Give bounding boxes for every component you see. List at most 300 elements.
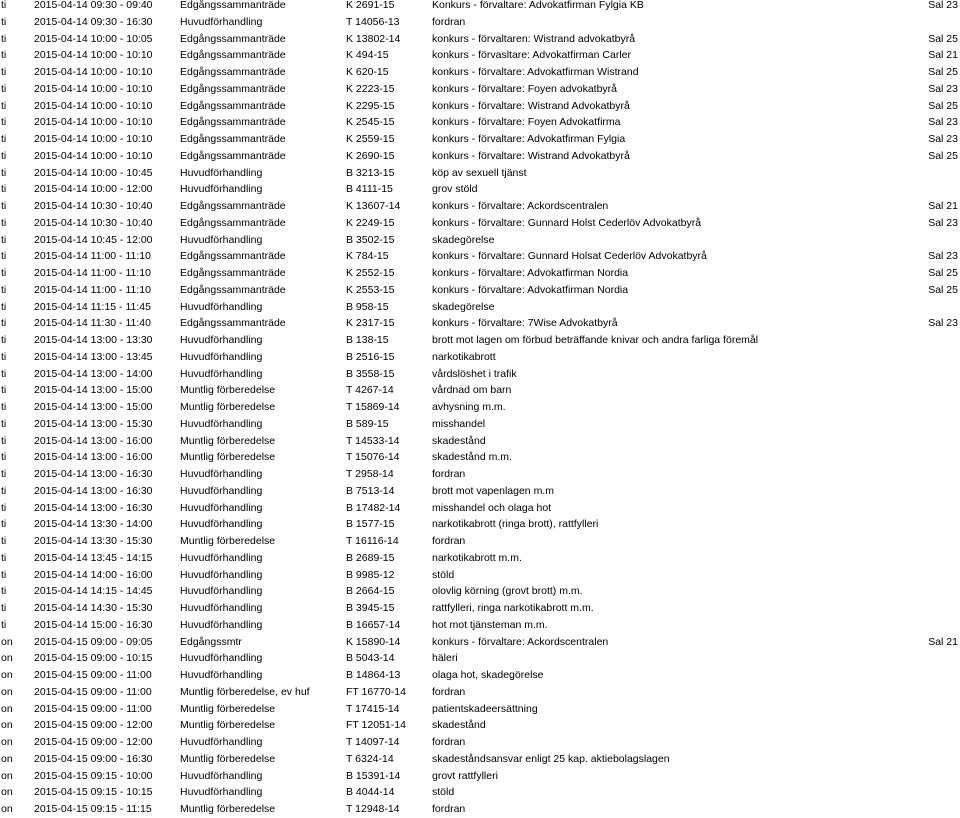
weekday-cell: ti bbox=[1, 267, 7, 279]
time-cell: 2015-04-14 10:00 - 12:00 bbox=[34, 183, 153, 196]
time-cell: 2015-04-14 10:30 - 10:40 bbox=[34, 216, 153, 229]
description-cell: konkurs - förvaltare: Advokatfirman Nordia bbox=[432, 267, 629, 279]
time-cell: 2015-04-15 09:15 - 10:15 bbox=[34, 786, 153, 799]
weekday-cell: on bbox=[1, 669, 13, 681]
description-cell: grovt rattfylleri bbox=[432, 769, 498, 782]
hearing-type-cell: Edgångssammanträde bbox=[180, 66, 286, 78]
description-cell: stöld bbox=[432, 786, 455, 799]
hearing-type-cell: Huvudförhandling bbox=[180, 501, 263, 514]
time-cell: 2015-04-15 09:00 - 11:00 bbox=[34, 669, 152, 681]
description-cell: vårdslöshet i trafik bbox=[432, 367, 517, 380]
time-cell: 2015-04-14 10:00 - 10:05 bbox=[34, 32, 153, 45]
hearing-type-cell: Edgångssammanträde bbox=[180, 149, 286, 162]
time-cell: 2015-04-14 13:00 - 16:00 bbox=[34, 434, 153, 447]
hearing-type-cell: Huvudförhandling bbox=[180, 602, 263, 614]
description-cell: konkurs - förvaltare: Wistrand Advokatbyrå bbox=[432, 99, 630, 112]
schedule-row bbox=[0, 516, 960, 533]
case-number-cell: T 2958-14 bbox=[346, 468, 394, 480]
hearing-type-cell: Edgångssammanträde bbox=[180, 99, 286, 112]
schedule-row bbox=[0, 433, 960, 450]
weekday-cell: ti bbox=[1, 401, 7, 413]
case-number-cell: T 12948-14 bbox=[346, 803, 400, 815]
description-cell: skadestånd bbox=[432, 434, 486, 447]
description-cell: vårdnad om barn bbox=[432, 384, 512, 397]
weekday-cell: on bbox=[1, 635, 13, 648]
hearing-type-cell: Huvudförhandling bbox=[180, 15, 263, 28]
weekday-cell: on bbox=[1, 702, 13, 715]
hearing-type-cell: Huvudförhandling bbox=[180, 518, 263, 531]
case-number-cell: B 9985-12 bbox=[346, 568, 395, 581]
hearing-type-cell: Muntlig förberedelse bbox=[180, 451, 276, 464]
weekday-cell: on bbox=[1, 803, 13, 815]
weekday-cell: ti bbox=[1, 350, 7, 363]
courtroom-cell: Sal 25 bbox=[928, 149, 958, 162]
weekday-cell: ti bbox=[1, 468, 7, 480]
case-number-cell: T 14097-14 bbox=[346, 736, 400, 748]
description-cell: konkurs - förvasltare: Advokatfirman Carler bbox=[432, 49, 631, 62]
schedule-row bbox=[0, 98, 960, 115]
description-cell: fordran bbox=[432, 15, 466, 28]
case-number-cell: T 4267-14 bbox=[346, 384, 394, 397]
schedule-row bbox=[0, 600, 960, 617]
hearing-type-cell: Edgångssmtr bbox=[180, 635, 242, 648]
time-cell: 2015-04-14 10:45 - 12:00 bbox=[34, 233, 153, 246]
weekday-cell: ti bbox=[1, 602, 7, 614]
schedule-row bbox=[0, 550, 960, 567]
courtroom-cell: Sal 25 bbox=[928, 283, 958, 296]
description-cell: skadestånd m.m. bbox=[432, 451, 512, 464]
time-cell: 2015-04-14 11:30 - 11:40 bbox=[34, 317, 151, 330]
case-number-cell: K 2559-15 bbox=[346, 133, 395, 145]
case-number-cell: B 2664-15 bbox=[346, 585, 395, 598]
time-cell: 2015-04-14 10:00 - 10:10 bbox=[34, 149, 153, 162]
hearing-type-cell: Huvudförhandling bbox=[180, 652, 263, 665]
weekday-cell: ti bbox=[1, 585, 7, 598]
weekday-cell: on bbox=[1, 786, 13, 799]
weekday-cell: ti bbox=[1, 99, 7, 112]
hearing-type-cell: Huvudförhandling bbox=[180, 618, 263, 631]
hearing-type-cell: Edgångssammanträde bbox=[180, 250, 286, 263]
description-cell: narkotikabrott bbox=[432, 350, 496, 363]
description-cell: avhysning m.m. bbox=[432, 401, 506, 413]
case-number-cell: B 3558-15 bbox=[346, 367, 395, 380]
description-cell: fordran bbox=[432, 736, 466, 748]
weekday-cell: ti bbox=[1, 618, 7, 631]
hearing-type-cell: Edgångssammanträde bbox=[180, 0, 286, 11]
time-cell: 2015-04-15 09:00 - 12:00 bbox=[34, 736, 153, 748]
case-number-cell: K 620-15 bbox=[346, 66, 389, 78]
weekday-cell: ti bbox=[1, 518, 7, 531]
schedule-row bbox=[0, 181, 960, 198]
case-number-cell: K 2553-15 bbox=[346, 283, 395, 296]
case-number-cell: B 5043-14 bbox=[346, 652, 395, 665]
hearing-type-cell: Huvudförhandling bbox=[180, 367, 263, 380]
case-number-cell: K 13802-14 bbox=[346, 32, 401, 45]
time-cell: 2015-04-14 10:00 - 10:10 bbox=[34, 99, 153, 112]
courtroom-cell: Sal 21 bbox=[928, 200, 958, 212]
hearing-type-cell: Huvudförhandling bbox=[180, 468, 263, 480]
schedule-row bbox=[0, 14, 960, 31]
description-cell: narkotikabrott (ringa brott), rattfylleri bbox=[432, 518, 599, 531]
time-cell: 2015-04-14 10:00 - 10:10 bbox=[34, 49, 153, 62]
weekday-cell: on bbox=[1, 736, 13, 748]
case-number-cell: K 2690-15 bbox=[346, 149, 395, 162]
schedule-row bbox=[0, 701, 960, 718]
case-number-cell: K 2295-15 bbox=[346, 99, 395, 112]
schedule-row bbox=[0, 366, 960, 383]
time-cell: 2015-04-14 14:30 - 15:30 bbox=[34, 602, 153, 614]
hearing-type-cell: Huvudförhandling bbox=[180, 769, 263, 782]
description-cell: konkurs - förvaltare: Ackordscentralen bbox=[432, 635, 609, 648]
description-cell: skadegörelse bbox=[432, 300, 495, 313]
time-cell: 2015-04-15 09:00 - 11:00 bbox=[34, 702, 152, 715]
weekday-cell: on bbox=[1, 752, 13, 765]
schedule-row bbox=[0, 399, 960, 416]
schedule-row bbox=[0, 449, 960, 466]
hearing-type-cell: Huvudförhandling bbox=[180, 551, 263, 564]
schedule-row bbox=[0, 617, 960, 634]
time-cell: 2015-04-14 11:15 - 11:45 bbox=[34, 300, 151, 313]
schedule-row bbox=[0, 215, 960, 232]
schedule-row bbox=[0, 382, 960, 399]
description-cell: konkurs - förvaltare: Advokatfirman Nordia bbox=[432, 283, 629, 296]
schedule-row bbox=[0, 198, 960, 215]
case-number-cell: B 4044-14 bbox=[346, 786, 395, 799]
case-number-cell: B 589-15 bbox=[346, 417, 389, 430]
weekday-cell: ti bbox=[1, 183, 7, 196]
schedule-row bbox=[0, 567, 960, 584]
description-cell: fordran bbox=[432, 803, 466, 815]
time-cell: 2015-04-14 14:15 - 14:45 bbox=[34, 585, 153, 598]
weekday-cell: ti bbox=[1, 216, 7, 229]
description-cell: rattfylleri, ringa narkotikabrott m.m. bbox=[432, 602, 594, 614]
time-cell: 2015-04-15 09:00 - 11:00 bbox=[34, 685, 152, 698]
weekday-cell: on bbox=[1, 652, 13, 665]
weekday-cell: ti bbox=[1, 200, 7, 212]
case-number-cell: T 15869-14 bbox=[346, 401, 400, 413]
description-cell: konkurs - förvaltare: Advokatfirman Fylgia bbox=[432, 133, 626, 145]
time-cell: 2015-04-15 09:00 - 10:15 bbox=[34, 652, 153, 665]
courtroom-cell: Sal 25 bbox=[928, 267, 958, 279]
description-cell: konkurs - förvaltare: Ackordscentralen bbox=[432, 200, 609, 212]
weekday-cell: ti bbox=[1, 434, 7, 447]
description-cell: skadeståndsansvar enligt 25 kap. aktiebolagslagen bbox=[432, 752, 670, 765]
description-cell: konkurs - förvaltare: Wistrand Advokatbyrå bbox=[432, 149, 630, 162]
case-number-cell: T 14533-14 bbox=[346, 434, 400, 447]
case-number-cell: K 2552-15 bbox=[346, 267, 395, 279]
case-number-cell: T 15076-14 bbox=[346, 451, 400, 464]
schedule-row bbox=[0, 684, 960, 701]
hearing-type-cell: Edgångssammanträde bbox=[180, 317, 286, 330]
weekday-cell: ti bbox=[1, 116, 7, 129]
description-cell: konkurs - förvaltare: Foyen Advokatfirma bbox=[432, 116, 621, 129]
description-cell: olovlig körning (grovt brott) m.m. bbox=[432, 585, 583, 598]
schedule-row bbox=[0, 466, 960, 483]
schedule-row bbox=[0, 165, 960, 182]
weekday-cell: ti bbox=[1, 250, 7, 263]
description-cell: fordran bbox=[432, 535, 466, 547]
hearing-type-cell: Huvudförhandling bbox=[180, 484, 263, 497]
time-cell: 2015-04-14 13:00 - 15:30 bbox=[34, 417, 153, 430]
hearing-type-cell: Edgångssammanträde bbox=[180, 82, 286, 95]
schedule-row bbox=[0, 299, 960, 316]
schedule-row bbox=[0, 500, 960, 517]
courtroom-cell: Sal 23 bbox=[928, 317, 958, 330]
weekday-cell: ti bbox=[1, 166, 7, 179]
schedule-row bbox=[0, 131, 960, 148]
description-cell: konkurs - förvaltare: 7Wise Advokatbyrå bbox=[432, 317, 618, 330]
case-number-cell: T 14056-13 bbox=[346, 15, 400, 28]
case-number-cell: B 4111-15 bbox=[346, 183, 393, 196]
hearing-type-cell: Edgångssammanträde bbox=[180, 216, 286, 229]
hearing-type-cell: Huvudförhandling bbox=[180, 166, 263, 179]
schedule-row bbox=[0, 148, 960, 165]
description-cell: fordran bbox=[432, 468, 466, 480]
time-cell: 2015-04-14 14:00 - 16:00 bbox=[34, 568, 153, 581]
schedule-row bbox=[0, 265, 960, 282]
case-number-cell: K 2691-15 bbox=[346, 0, 395, 11]
hearing-type-cell: Muntlig förberedelse bbox=[180, 384, 276, 397]
schedule-row bbox=[0, 81, 960, 98]
hearing-type-cell: Huvudförhandling bbox=[180, 585, 263, 598]
weekday-cell: ti bbox=[1, 384, 7, 397]
time-cell: 2015-04-14 13:00 - 14:00 bbox=[34, 367, 153, 380]
schedule-row bbox=[0, 583, 960, 600]
description-cell: konkurs - förvaltare: Advokatfirman Wistrand bbox=[432, 66, 639, 78]
description-cell: misshandel och olaga hot bbox=[432, 501, 552, 514]
schedule-row bbox=[0, 114, 960, 131]
schedule-row bbox=[0, 483, 960, 500]
case-number-cell: B 17482-14 bbox=[346, 501, 401, 514]
schedule-row bbox=[0, 349, 960, 366]
hearing-type-cell: Edgångssammanträde bbox=[180, 116, 286, 129]
weekday-cell: ti bbox=[1, 484, 7, 497]
time-cell: 2015-04-15 09:00 - 09:05 bbox=[34, 635, 153, 648]
hearing-type-cell: Edgångssammanträde bbox=[180, 49, 286, 62]
time-cell: 2015-04-14 10:00 - 10:10 bbox=[34, 133, 153, 145]
case-number-cell: K 494-15 bbox=[346, 49, 389, 62]
time-cell: 2015-04-14 10:00 - 10:10 bbox=[34, 66, 153, 78]
case-number-cell: T 6324-14 bbox=[346, 752, 394, 765]
hearing-type-cell: Huvudförhandling bbox=[180, 300, 263, 313]
case-number-cell: B 3945-15 bbox=[346, 602, 395, 614]
description-cell: olaga hot, skadegörelse bbox=[432, 669, 544, 681]
description-cell: konkurs - förvaltare: Gunnard Holst Cederlöv Advokatbyrå bbox=[432, 216, 702, 229]
schedule-row bbox=[0, 282, 960, 299]
weekday-cell: ti bbox=[1, 283, 7, 296]
schedule-row bbox=[0, 0, 960, 14]
hearing-type-cell: Muntlig förberedelse bbox=[180, 702, 276, 715]
time-cell: 2015-04-14 13:00 - 15:00 bbox=[34, 401, 153, 413]
case-number-cell: FT 12051-14 bbox=[346, 719, 406, 732]
weekday-cell: ti bbox=[1, 149, 7, 162]
case-number-cell: B 7513-14 bbox=[346, 484, 395, 497]
time-cell: 2015-04-14 11:00 - 11:10 bbox=[34, 267, 151, 279]
schedule-row bbox=[0, 801, 960, 818]
weekday-cell: on bbox=[1, 685, 13, 698]
courtroom-cell: Sal 21 bbox=[928, 635, 958, 648]
hearing-type-cell: Huvudförhandling bbox=[180, 233, 263, 246]
schedule-row bbox=[0, 31, 960, 48]
schedule-row bbox=[0, 332, 960, 349]
hearing-type-cell: Muntlig förberedelse bbox=[180, 535, 276, 547]
description-cell: Konkurs - förvaltare: Advokatfirman Fylgia KB bbox=[432, 0, 644, 11]
weekday-cell: on bbox=[1, 769, 13, 782]
time-cell: 2015-04-14 13:00 - 15:00 bbox=[34, 384, 153, 397]
time-cell: 2015-04-14 13:00 - 16:30 bbox=[34, 501, 153, 514]
schedule-row bbox=[0, 315, 960, 332]
hearing-type-cell: Muntlig förberedelse bbox=[180, 719, 276, 732]
weekday-cell: on bbox=[1, 719, 13, 732]
description-cell: stöld bbox=[432, 568, 455, 581]
description-cell: brott mot vapenlagen m.m bbox=[432, 484, 554, 497]
schedule-row bbox=[0, 717, 960, 734]
case-number-cell: B 138-15 bbox=[346, 334, 389, 346]
schedule-row bbox=[0, 47, 960, 64]
hearing-type-cell: Edgångssammanträde bbox=[180, 200, 286, 212]
time-cell: 2015-04-15 09:00 - 16:30 bbox=[34, 752, 153, 765]
case-number-cell: K 2545-15 bbox=[346, 116, 395, 129]
case-number-cell: K 2249-15 bbox=[346, 216, 395, 229]
schedule-row bbox=[0, 232, 960, 249]
schedule-row bbox=[0, 784, 960, 801]
case-number-cell: K 784-15 bbox=[346, 250, 389, 263]
weekday-cell: ti bbox=[1, 133, 7, 145]
case-number-cell: B 958-15 bbox=[346, 300, 389, 313]
hearing-type-cell: Huvudförhandling bbox=[180, 350, 263, 363]
time-cell: 2015-04-14 13:00 - 13:30 bbox=[34, 334, 153, 346]
time-cell: 2015-04-14 11:00 - 11:10 bbox=[34, 283, 151, 296]
weekday-cell: ti bbox=[1, 0, 7, 11]
description-cell: konkurs - förvaltare: Gunnard Holsat Cederlöv Advokatbyrå bbox=[432, 250, 707, 263]
description-cell: skadestånd bbox=[432, 719, 486, 732]
weekday-cell: ti bbox=[1, 334, 7, 346]
schedule-row bbox=[0, 64, 960, 81]
time-cell: 2015-04-14 11:00 - 11:10 bbox=[34, 250, 151, 263]
description-cell: fordran bbox=[432, 685, 466, 698]
case-number-cell: T 16116-14 bbox=[346, 535, 399, 547]
hearing-type-cell: Edgångssammanträde bbox=[180, 283, 286, 296]
case-number-cell: B 16657-14 bbox=[346, 618, 401, 631]
case-number-cell: K 2317-15 bbox=[346, 317, 395, 330]
description-cell: narkotikabrott m.m. bbox=[432, 551, 522, 564]
description-cell: hot mot tjänsteman m.m. bbox=[432, 618, 548, 631]
time-cell: 2015-04-14 10:00 - 10:10 bbox=[34, 82, 153, 95]
hearing-type-cell: Edgångssammanträde bbox=[180, 32, 286, 45]
description-cell: skadegörelse bbox=[432, 233, 495, 246]
weekday-cell: ti bbox=[1, 49, 7, 62]
time-cell: 2015-04-14 13:00 - 16:30 bbox=[34, 468, 153, 480]
time-cell: 2015-04-14 15:00 - 16:30 bbox=[34, 618, 153, 631]
description-cell: konkurs - förvaltaren: Wistrand advokatbyrå bbox=[432, 32, 636, 45]
weekday-cell: ti bbox=[1, 451, 7, 464]
description-cell: brott mot lagen om förbud beträffande knivar och andra farliga föremål bbox=[432, 334, 759, 346]
case-number-cell: B 14864-13 bbox=[346, 669, 401, 681]
courtroom-cell: Sal 23 bbox=[928, 0, 958, 11]
description-cell: patientskadeersättning bbox=[432, 702, 538, 715]
hearing-type-cell: Muntlig förberedelse bbox=[180, 434, 276, 447]
courtroom-cell: Sal 23 bbox=[928, 82, 958, 95]
description-cell: konkurs - förvaltare: Foyen advokatbyrå bbox=[432, 82, 618, 95]
case-number-cell: K 13607-14 bbox=[346, 200, 401, 212]
time-cell: 2015-04-14 09:30 - 09:40 bbox=[34, 0, 153, 11]
time-cell: 2015-04-14 13:30 - 15:30 bbox=[34, 535, 153, 547]
hearing-type-cell: Huvudförhandling bbox=[180, 669, 263, 681]
hearing-type-cell: Huvudförhandling bbox=[180, 786, 263, 799]
weekday-cell: ti bbox=[1, 32, 7, 45]
courtroom-cell: Sal 23 bbox=[928, 250, 958, 263]
courtroom-cell: Sal 23 bbox=[928, 133, 958, 145]
time-cell: 2015-04-14 13:00 - 16:00 bbox=[34, 451, 153, 464]
weekday-cell: ti bbox=[1, 233, 7, 246]
time-cell: 2015-04-15 09:00 - 12:00 bbox=[34, 719, 153, 732]
case-number-cell: B 1577-15 bbox=[346, 518, 395, 531]
schedule-row bbox=[0, 248, 960, 265]
hearing-type-cell: Huvudförhandling bbox=[180, 334, 263, 346]
case-number-cell: B 2689-15 bbox=[346, 551, 395, 564]
courtroom-cell: Sal 23 bbox=[928, 216, 958, 229]
time-cell: 2015-04-14 13:00 - 16:30 bbox=[34, 484, 153, 497]
schedule-row bbox=[0, 734, 960, 751]
schedule-row bbox=[0, 751, 960, 768]
hearing-type-cell: Huvudförhandling bbox=[180, 183, 263, 196]
schedule-row bbox=[0, 650, 960, 667]
courtroom-cell: Sal 23 bbox=[928, 116, 958, 129]
weekday-cell: ti bbox=[1, 535, 7, 547]
weekday-cell: ti bbox=[1, 15, 7, 28]
case-number-cell: K 2223-15 bbox=[346, 82, 395, 95]
hearing-type-cell: Edgångssammanträde bbox=[180, 133, 286, 145]
time-cell: 2015-04-14 10:00 - 10:45 bbox=[34, 166, 153, 179]
hearing-type-cell: Muntlig förberedelse bbox=[180, 401, 276, 413]
weekday-cell: ti bbox=[1, 501, 7, 514]
courtroom-cell: Sal 21 bbox=[928, 49, 958, 62]
description-cell: köp av sexuell tjänst bbox=[432, 166, 527, 179]
time-cell: 2015-04-14 10:30 - 10:40 bbox=[34, 200, 153, 212]
description-cell: grov stöld bbox=[432, 183, 478, 196]
description-cell: häleri bbox=[432, 652, 458, 665]
hearing-type-cell: Muntlig förberedelse, ev huf bbox=[180, 685, 310, 698]
schedule-row bbox=[0, 667, 960, 684]
weekday-cell: ti bbox=[1, 417, 7, 430]
schedule-row bbox=[0, 416, 960, 433]
case-number-cell: B 2516-15 bbox=[346, 350, 395, 363]
hearing-type-cell: Huvudförhandling bbox=[180, 736, 263, 748]
time-cell: 2015-04-14 13:30 - 14:00 bbox=[34, 518, 153, 531]
hearing-type-cell: Muntlig förberedelse bbox=[180, 803, 276, 815]
weekday-cell: ti bbox=[1, 82, 7, 95]
case-number-cell: FT 16770-14 bbox=[346, 685, 406, 698]
courtroom-cell: Sal 25 bbox=[928, 99, 958, 112]
hearing-type-cell: Huvudförhandling bbox=[180, 417, 263, 430]
case-number-cell: T 17415-14 bbox=[346, 702, 400, 715]
weekday-cell: ti bbox=[1, 568, 7, 581]
time-cell: 2015-04-14 13:45 - 14:15 bbox=[34, 551, 153, 564]
courtroom-cell: Sal 25 bbox=[928, 32, 958, 45]
hearing-type-cell: Huvudförhandling bbox=[180, 568, 263, 581]
courtroom-cell: Sal 25 bbox=[928, 66, 958, 78]
case-number-cell: B 3213-15 bbox=[346, 166, 395, 179]
case-number-cell: B 15391-14 bbox=[346, 769, 401, 782]
weekday-cell: ti bbox=[1, 317, 7, 330]
time-cell: 2015-04-14 10:00 - 10:10 bbox=[34, 116, 153, 129]
time-cell: 2015-04-15 09:15 - 11:15 bbox=[34, 803, 152, 815]
hearing-type-cell: Muntlig förberedelse bbox=[180, 752, 276, 765]
hearing-type-cell: Edgångssammanträde bbox=[180, 267, 286, 279]
time-cell: 2015-04-14 09:30 - 16:30 bbox=[34, 15, 153, 28]
case-number-cell: K 15890-14 bbox=[346, 635, 401, 648]
schedule-row bbox=[0, 533, 960, 550]
